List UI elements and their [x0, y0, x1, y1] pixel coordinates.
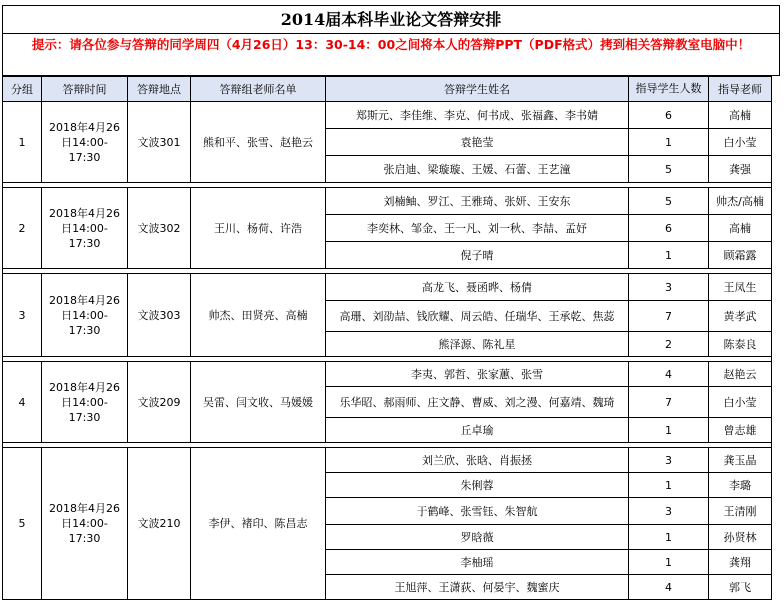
advisor-cell[interactable]: 龚玉晶: [709, 448, 772, 473]
advisor-cell[interactable]: 王凤生: [709, 274, 772, 301]
committee-teachers-cell[interactable]: 王川、杨荷、许浩: [191, 188, 326, 269]
advisor-cell[interactable]: 赵艳云: [709, 362, 772, 387]
defense-place-cell[interactable]: 文波303: [128, 274, 191, 357]
advisor-cell[interactable]: 帅杰/高楠: [709, 188, 772, 215]
student-count-cell[interactable]: 1: [629, 473, 709, 498]
group-number-cell[interactable]: 5: [3, 448, 42, 600]
table-row: [3, 362, 772, 387]
students-cell[interactable]: 于鹤峰、张雪钰、朱智航: [326, 498, 629, 525]
student-count-cell[interactable]: 3: [629, 498, 709, 525]
table-row: [3, 102, 772, 129]
student-count-cell[interactable]: 7: [629, 301, 709, 332]
student-count-cell[interactable]: 1: [629, 418, 709, 443]
student-count-cell[interactable]: 5: [629, 188, 709, 215]
students-cell[interactable]: 郑斯元、李佳维、李克、何书成、张福鑫、李书婧: [326, 102, 629, 129]
students-cell[interactable]: 罗晗薇: [326, 525, 629, 550]
header-advisor: 指导老师: [709, 77, 772, 102]
advisor-cell[interactable]: 李璐: [709, 473, 772, 498]
advisor-cell[interactable]: 郭飞: [709, 575, 772, 600]
student-count-cell[interactable]: 1: [629, 550, 709, 575]
students-cell[interactable]: 王旭萍、王潇荻、何晏宇、魏蜜庆: [326, 575, 629, 600]
defense-time-cell[interactable]: 2018年4月26日14:00-17:30: [42, 102, 128, 183]
committee-teachers-cell[interactable]: 李伊、褚印、陈昌志: [191, 448, 326, 600]
sheet-title: 2014届本科毕业论文答辩安排: [2, 5, 780, 34]
header-teachers: 答辩组老师名单: [191, 77, 326, 102]
schedule-table: [2, 76, 772, 600]
students-cell[interactable]: 倪子晴: [326, 242, 629, 269]
student-count-cell[interactable]: 6: [629, 215, 709, 242]
notice-text: 提示：请各位参与答辩的同学周四（4月26日）13：30-14：00之间将本人的答辩PPT（PDF格式）拷到相关答辩教室电脑中！: [2, 34, 780, 76]
committee-teachers-cell[interactable]: 熊和平、张雪、赵艳云: [191, 102, 326, 183]
students-cell[interactable]: 刘楠鲉、罗江、王雅琦、张妍、王安东: [326, 188, 629, 215]
committee-teachers-cell[interactable]: 吴雷、闫文收、马媛媛: [191, 362, 326, 443]
defense-time-cell[interactable]: 2018年4月26日14:00-17:30: [42, 274, 128, 357]
students-cell[interactable]: 丘卓瑜: [326, 418, 629, 443]
defense-place-cell[interactable]: 文波302: [128, 188, 191, 269]
defense-place-cell[interactable]: 文波210: [128, 448, 191, 600]
defense-time-cell[interactable]: 2018年4月26日14:00-17:30: [42, 188, 128, 269]
group-number-cell[interactable]: 4: [3, 362, 42, 443]
group-number-cell[interactable]: 1: [3, 102, 42, 183]
committee-teachers-cell[interactable]: 帅杰、田贤亮、高楠: [191, 274, 326, 357]
students-cell[interactable]: 高珊、刘劭喆、钱欣耀、周云皓、任瑞华、王承乾、焦蕊: [326, 301, 629, 332]
student-count-cell[interactable]: 7: [629, 387, 709, 418]
advisor-cell[interactable]: 龚翔: [709, 550, 772, 575]
students-cell[interactable]: 乐华昭、郝雨师、庄文静、曹威、刘之漫、何嘉靖、魏琦: [326, 387, 629, 418]
header-group: 分组: [3, 77, 42, 102]
table-row: [3, 188, 772, 215]
student-count-cell[interactable]: 6: [629, 102, 709, 129]
advisor-cell[interactable]: 高楠: [709, 102, 772, 129]
students-cell[interactable]: 李夷、郭哲、张家蕙、张雪: [326, 362, 629, 387]
header-time: 答辩时间: [42, 77, 128, 102]
advisor-cell[interactable]: 陈泰良: [709, 332, 772, 357]
students-cell[interactable]: 李柚瑶: [326, 550, 629, 575]
advisor-cell[interactable]: 孙贤林: [709, 525, 772, 550]
students-cell[interactable]: 袁艳莹: [326, 129, 629, 156]
header-place: 答辩地点: [128, 77, 191, 102]
advisor-cell[interactable]: 白小莹: [709, 387, 772, 418]
student-count-cell[interactable]: 4: [629, 362, 709, 387]
defense-time-cell[interactable]: 2018年4月26日14:00-17:30: [42, 448, 128, 600]
students-cell[interactable]: 刘兰欣、张晗、肖振拯: [326, 448, 629, 473]
defense-place-cell[interactable]: 文波209: [128, 362, 191, 443]
student-count-cell[interactable]: 2: [629, 332, 709, 357]
header-row: [3, 77, 772, 102]
group-number-cell[interactable]: 2: [3, 188, 42, 269]
advisor-cell[interactable]: 白小莹: [709, 129, 772, 156]
student-count-cell[interactable]: 1: [629, 242, 709, 269]
students-cell[interactable]: 李奕林、邹金、王一凡、刘一秋、李喆、孟妤: [326, 215, 629, 242]
student-count-cell[interactable]: 3: [629, 448, 709, 473]
advisor-cell[interactable]: 高楠: [709, 215, 772, 242]
defense-place-cell[interactable]: 文波301: [128, 102, 191, 183]
table-row: [3, 274, 772, 301]
student-count-cell[interactable]: 3: [629, 274, 709, 301]
students-cell[interactable]: 张启迪、梁璇璇、王媛、石蕾、王艺潼: [326, 156, 629, 183]
students-cell[interactable]: 朱俐蓉: [326, 473, 629, 498]
defense-time-cell[interactable]: 2018年4月26日14:00-17:30: [42, 362, 128, 443]
advisor-cell[interactable]: 龚强: [709, 156, 772, 183]
student-count-cell[interactable]: 1: [629, 525, 709, 550]
advisor-cell[interactable]: 王清刚: [709, 498, 772, 525]
table-row: [3, 448, 772, 473]
header-students: 答辩学生姓名: [326, 77, 629, 102]
advisor-cell[interactable]: 黄孝武: [709, 301, 772, 332]
student-count-cell[interactable]: 1: [629, 129, 709, 156]
students-cell[interactable]: 熊泽源、陈礼星: [326, 332, 629, 357]
students-cell[interactable]: 高龙飞、聂函晔、杨倩: [326, 274, 629, 301]
advisor-cell[interactable]: 顾霜露: [709, 242, 772, 269]
group-number-cell[interactable]: 3: [3, 274, 42, 357]
student-count-cell[interactable]: 4: [629, 575, 709, 600]
header-count: 指导学生人数: [629, 77, 709, 102]
advisor-cell[interactable]: 曾志雄: [709, 418, 772, 443]
student-count-cell[interactable]: 5: [629, 156, 709, 183]
